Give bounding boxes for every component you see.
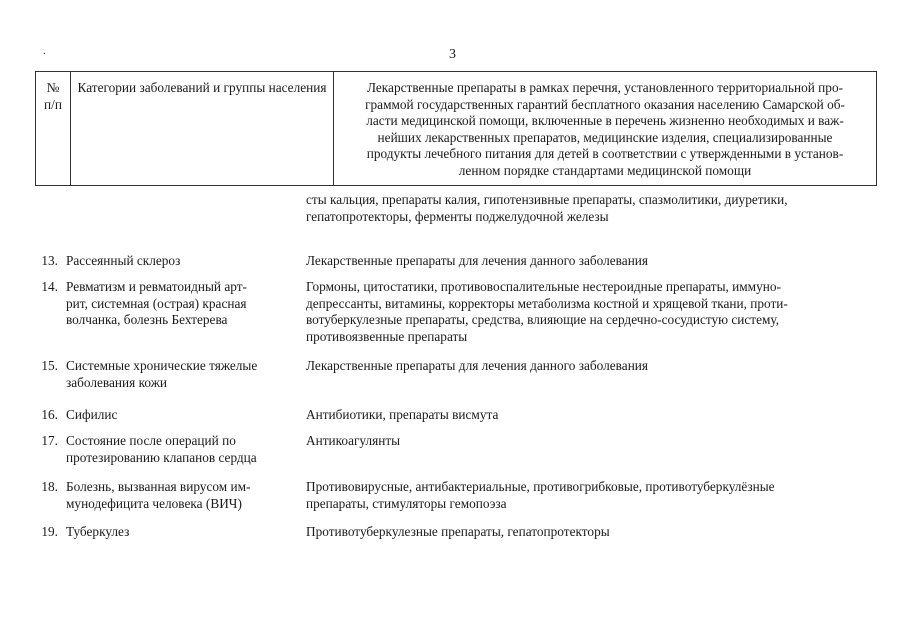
header-drugs-line: нейших лекарственных препаратов, медицинские изделия, специализированные <box>377 129 833 145</box>
text-line: Туберкулез <box>66 524 130 539</box>
row-drugs <box>306 479 877 512</box>
text-line: волчанка, болезнь Бехтерева <box>66 312 228 327</box>
text-line: Ревматизм и ревматоидный арт- <box>66 279 247 294</box>
text-line: Противовирусные, антибактериальные, противогрибковые, противотуберкулёзные <box>306 479 775 494</box>
text-line: Антибиотики, препараты висмута <box>306 407 499 422</box>
page-mark: . <box>43 46 46 57</box>
header-num-line: № <box>46 80 60 95</box>
text-line: Лекарственные препараты для лечения данного заболевания <box>306 253 649 268</box>
table-header <box>35 71 877 186</box>
text-line: препараты, стимуляторы гемопоэза <box>306 495 507 511</box>
table-row <box>35 479 877 512</box>
text-line: Антикоагулянты <box>306 433 401 448</box>
text-line: Лекарственные препараты для лечения данного заболевания <box>306 358 649 373</box>
header-drugs-line: ласти медицинской помощи, включенные в перечень жизненно необходимых и важ- <box>366 113 844 128</box>
table-row <box>35 433 877 466</box>
row-drugs <box>306 253 877 270</box>
row-drugs <box>306 433 877 450</box>
text-line: Состояние после операций по <box>66 433 236 448</box>
text-line: Сифилис <box>66 407 118 422</box>
header-num-line: п/п <box>44 96 62 112</box>
page-number: 3 <box>449 47 456 62</box>
table-row <box>35 358 877 391</box>
text-line: Болезнь, вызванная вирусом им- <box>66 479 251 494</box>
row-number: 17. <box>41 433 58 448</box>
row-category <box>66 524 306 541</box>
row-number: 19. <box>41 524 58 539</box>
text-line: гепатопротекторы, ферменты поджелудочной железы <box>306 208 609 224</box>
text-line: протезированию клапанов сердца <box>66 449 257 465</box>
row-category <box>66 407 306 424</box>
header-drugs-line: Лекарственные препараты в рамках перечня, установленного территориальной про- <box>366 80 844 95</box>
table-row <box>35 524 877 541</box>
table-row <box>35 279 877 344</box>
row-number: 18. <box>41 479 58 494</box>
header-drugs-line: ленном порядке стандартами медицинской помощи <box>458 162 752 178</box>
row-category <box>66 479 306 512</box>
row-number: 15. <box>41 358 58 373</box>
header-drugs-line: продукты лечебного питания для детей в соответствии с утвержденными в установ- <box>366 146 844 161</box>
row-drugs <box>306 279 877 345</box>
text-line: сты кальция, препараты калия, гипотензивные препараты, спазмолитики, диуретики, <box>306 192 788 207</box>
row-category <box>66 433 306 466</box>
text-line: Системные хронические тяжелые <box>66 358 258 373</box>
text-line: Рассеянный склероз <box>66 253 181 268</box>
row-number: 13. <box>41 253 58 268</box>
row-drugs <box>306 407 877 424</box>
row-drugs <box>306 524 877 541</box>
header-category: Категории заболеваний и группы населения <box>71 72 334 185</box>
text-line: депрессанты, витамины, корректоры метаболизма костной и хрящевой ткани, проти- <box>306 295 788 311</box>
text-line: Противотуберкулезные препараты, гепатопротекторы <box>306 524 610 539</box>
row-number: 14. <box>41 279 58 294</box>
text-line: мунодефицита человека (ВИЧ) <box>66 495 242 511</box>
text-line: вотуберкулезные препараты, средства, влияющие на сердечно-сосудистую систему, <box>306 312 780 327</box>
text-line: противоязвенные препараты <box>306 328 468 344</box>
row-category <box>66 253 306 270</box>
continued-drugs <box>306 192 876 225</box>
text-line: рит, системная (острая) красная <box>66 295 247 311</box>
text-line: заболевания кожи <box>66 374 168 390</box>
row-number: 16. <box>41 407 58 422</box>
header-drugs <box>334 72 876 185</box>
row-category <box>66 358 306 391</box>
header-num <box>36 72 71 185</box>
table-row <box>35 253 877 270</box>
row-category <box>66 279 306 329</box>
text-line: Гормоны, цитостатики, противовоспалительные нестероидные препараты, иммуно- <box>306 279 781 294</box>
row-drugs <box>306 358 877 375</box>
table-row <box>35 407 877 424</box>
header-drugs-line: граммой государственных гарантий бесплатного оказания населению Самарской об- <box>365 96 845 112</box>
